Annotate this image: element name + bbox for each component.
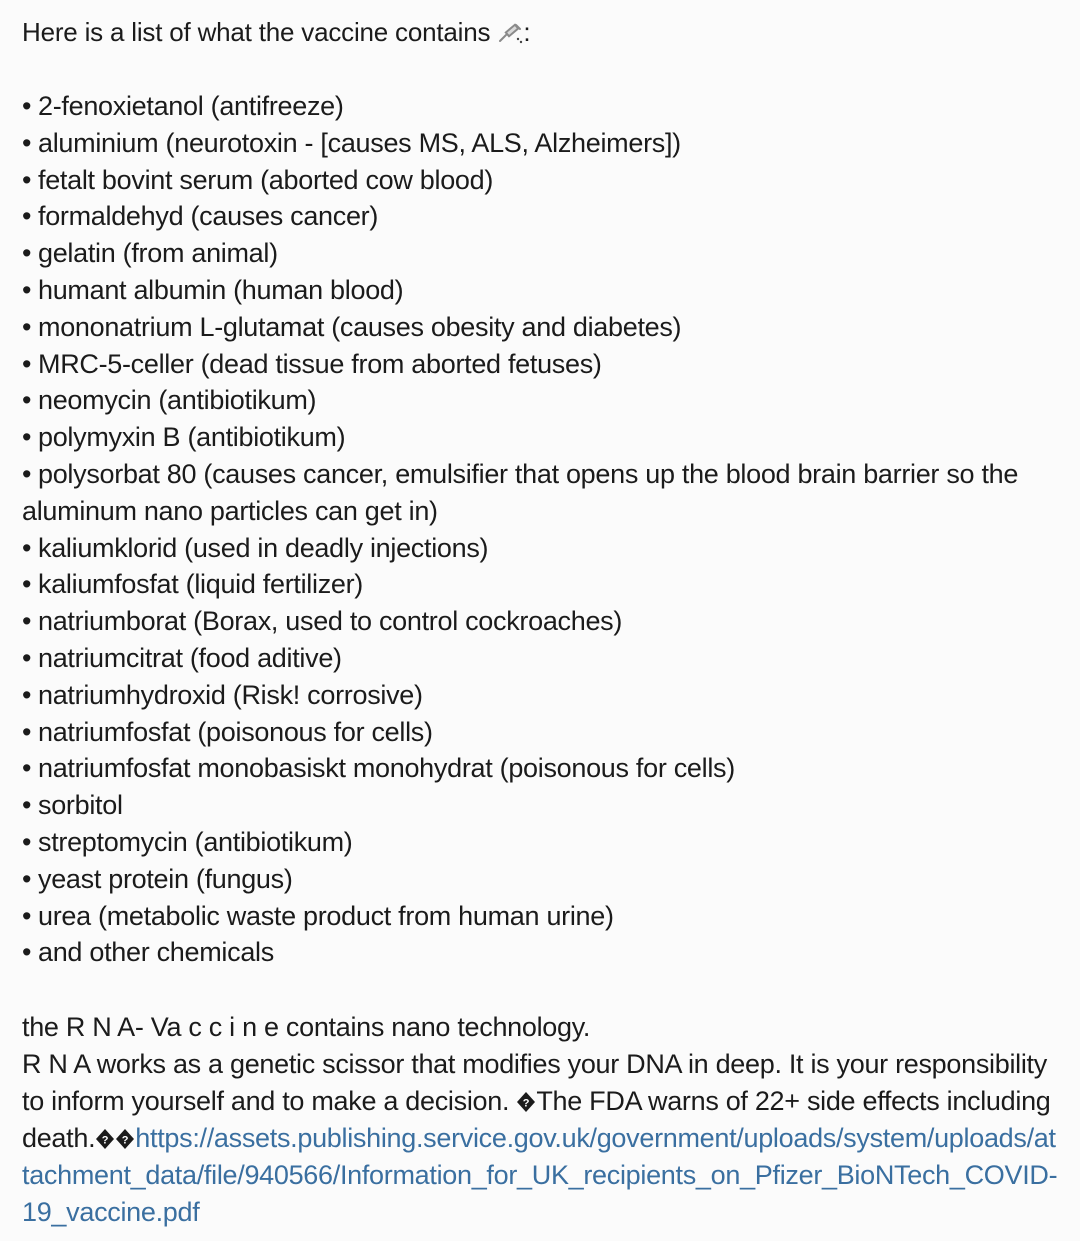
- ingredient-text: polysorbat 80 (causes cancer, emulsifier that opens up the blood brain barrier so the aluminum nano particles can get in): [22, 458, 1019, 526]
- ingredient-item: [22, 934, 1058, 971]
- post-intro: [22, 14, 1058, 50]
- rna-paragraph: [22, 1046, 1058, 1231]
- ingredient-item: [22, 162, 1058, 199]
- ingredient-text: MRC-5-celler (dead tissue from aborted fetuses): [38, 348, 602, 379]
- ingredient-text: natriumborat (Borax, used to control cockroaches): [38, 606, 623, 637]
- post-body: [22, 14, 1058, 1231]
- ingredient-text: natriumhydroxid (Risk! corrosive): [38, 679, 423, 710]
- ingredient-item: [22, 566, 1058, 603]
- ingredient-text: 2-fenoxietanol (antifreeze): [38, 91, 344, 121]
- ingredient-text: streptomycin (antibiotikum): [38, 826, 353, 857]
- ingredient-item: [22, 88, 1058, 125]
- bullet-marker: •: [22, 753, 32, 784]
- bullet-marker: •: [22, 385, 32, 416]
- ingredient-text: kaliumfosfat (liquid fertilizer): [38, 569, 363, 600]
- bullet-marker: •: [22, 900, 32, 931]
- ingredient-item: [22, 714, 1058, 751]
- ingredient-item: [22, 125, 1058, 162]
- bullet-marker: •: [22, 422, 32, 453]
- bullet-marker: •: [22, 311, 32, 342]
- ingredient-item: [22, 309, 1058, 346]
- ingredient-text: sorbitol: [38, 790, 123, 821]
- ingredient-text: formaldehyd (causes cancer): [38, 201, 379, 232]
- pfizer-info-link[interactable]: https://assets.publishing.service.gov.uk/government/uploads/system/uploads/attachment_data/file/940566/Information_for_UK_recipients_on_Pfizer_BioNTech_COVID-19_vaccine.pdf: [22, 1123, 1058, 1228]
- ingredient-text: urea (metabolic waste product from human urine): [38, 900, 614, 931]
- syringe-icon: [497, 17, 523, 39]
- ingredient-item: [22, 861, 1058, 898]
- svg-text:?: ?: [102, 1134, 109, 1147]
- ingredient-text: natriumcitrat (food aditive): [38, 642, 342, 673]
- ingredient-item: [22, 677, 1058, 714]
- ingredient-item: [22, 419, 1058, 456]
- rna-line: the R N A- Va c c i n e contains nano technology.: [22, 1012, 591, 1043]
- ingredient-text: kaliumklorid (used in deadly injections): [38, 532, 489, 563]
- ingredient-item: [22, 898, 1058, 935]
- ingredient-item: [22, 456, 1058, 530]
- bullet-marker: •: [22, 569, 32, 600]
- bullet-marker: •: [22, 127, 32, 158]
- bullet-marker: •: [22, 826, 32, 857]
- bullet-marker: •: [22, 790, 32, 821]
- bullet-marker: •: [22, 274, 32, 305]
- ingredient-text: natriumfosfat monobasiskt monohydrat (poisonous for cells): [38, 753, 735, 784]
- ingredient-item: [22, 382, 1058, 419]
- bullet-marker: •: [22, 606, 32, 637]
- ingredient-text: yeast protein (fungus): [38, 863, 293, 894]
- ingredient-list: [22, 88, 1058, 971]
- bullet-marker: •: [22, 164, 32, 195]
- fda-text: The FDA warns of 22+ side effects including death.: [22, 1086, 1051, 1154]
- ingredient-text: neomycin (antibiotikum): [38, 385, 317, 416]
- bullet-marker: •: [22, 642, 32, 673]
- intro-suffix: :: [523, 17, 531, 47]
- bullet-marker: •: [22, 91, 32, 121]
- bullet-marker: •: [22, 716, 32, 747]
- ingredient-item: [22, 235, 1058, 272]
- question-diamond-icon: [95, 1123, 115, 1145]
- bullet-marker: •: [22, 532, 32, 563]
- bullet-marker: •: [22, 937, 32, 968]
- ingredient-text: humant albumin (human blood): [38, 274, 404, 305]
- rna-paragraph-text: R N A works as a genetic scissor that modifies your DNA in deep. It is your responsibility to inform yourself and to make a decision.: [22, 1049, 1047, 1117]
- ingredient-item: [22, 787, 1058, 824]
- ingredient-item: [22, 603, 1058, 640]
- closing-text: [22, 1009, 1058, 1231]
- intro-text: Here is a list of what the vaccine contains: [22, 17, 491, 47]
- ingredient-text: aluminium (neurotoxin - [causes MS, ALS, Alzheimers]): [38, 127, 681, 158]
- svg-text:?: ?: [523, 1097, 530, 1110]
- ingredient-text: polymyxin B (antibiotikum): [38, 422, 346, 453]
- ingredient-item: [22, 272, 1058, 309]
- question-diamond-icon: [516, 1086, 536, 1108]
- ingredient-text: gelatin (from animal): [38, 238, 278, 269]
- ingredient-text: mononatrium L-glutamat (causes obesity and diabetes): [38, 311, 682, 342]
- question-diamond-icon: [115, 1123, 135, 1145]
- bullet-marker: •: [22, 238, 32, 269]
- bullet-marker: •: [22, 863, 32, 894]
- ingredient-text: natriumfosfat (poisonous for cells): [38, 716, 433, 747]
- bullet-marker: •: [22, 458, 32, 489]
- ingredient-item: [22, 750, 1058, 787]
- ingredient-item: [22, 640, 1058, 677]
- ingredient-item: [22, 346, 1058, 383]
- bullet-marker: •: [22, 348, 32, 379]
- ingredient-item: [22, 198, 1058, 235]
- ingredient-text: fetalt bovint serum (aborted cow blood): [38, 164, 494, 195]
- ingredient-item: [22, 824, 1058, 861]
- bullet-marker: •: [22, 679, 32, 710]
- ingredient-item: [22, 530, 1058, 567]
- bullet-marker: •: [22, 201, 32, 232]
- ingredient-text: and other chemicals: [38, 937, 274, 968]
- svg-text:?: ?: [122, 1134, 129, 1147]
